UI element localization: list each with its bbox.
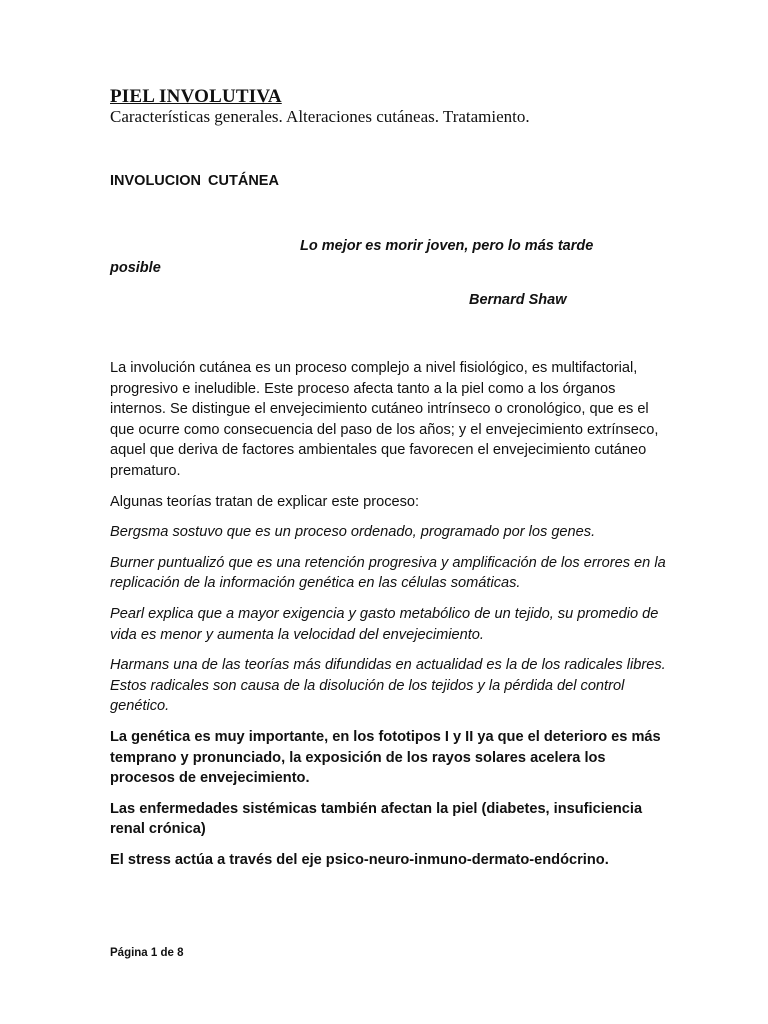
paragraph-systemic-diseases: Las enfermedades sistémicas también afectan la piel (diabetes, insuficiencia renal crónica) — [110, 800, 643, 838]
epigraph-line-1: Lo mejor es morir joven, pero lo más tarde — [300, 238, 594, 254]
epigraph-author: Bernard Shaw — [469, 292, 567, 308]
paragraph-burner: Burner puntualizó que es una retención progresiva y amplificación de los errores en la replicación de la información genética en las células somáticas. — [110, 554, 666, 592]
section-heading: INVOLUCION CUTÁNEA — [110, 173, 279, 189]
document-title: PIEL INVOLUTIVA — [110, 86, 282, 107]
paragraph-genetics: La genética es muy importante, en los fototipos I y II ya que el deterioro es más temprano y pronunciado, la exposición de los rayos solares acelera los procesos de envejecimiento. — [110, 728, 661, 787]
paragraph-harmans: Harmans una de las teorías más difundidas en actualidad es la de los radicales libres. Estos radicales son causa de la disolución de los tejidos y la pérdida del control genético. — [110, 657, 666, 715]
document-subtitle: Características generales. Alteraciones cutáneas. Tratamiento. — [110, 107, 530, 126]
epigraph-line-2: posible — [110, 260, 161, 276]
paragraph-intro: La involución cutánea es un proceso complejo a nivel fisiológico, es multifactorial, progresivo e ineludible. Este proceso afecta tanto a la piel como a los órganos internos. Se distingue el envejecimiento cutáneo intrínseco o cronológico, que es el que ocurre como consecuencia del paso de los años; y el envejecimiento extrínseco, aquel que deriva de factores ambientales que favorecen el envejecimiento cutáneo prematuro. — [110, 360, 659, 479]
paragraph-theories-intro: Algunas teorías tratan de explicar este proceso: — [110, 493, 420, 510]
paragraph-stress: El stress actúa a través del eje psico-neuro-inmuno-dermato-endócrino. — [110, 851, 609, 868]
paragraph-pearl: Pearl explica que a mayor exigencia y gasto metabólico de un tejido, su promedio de vida es menor y aumenta la velocidad del envejecimiento. — [110, 605, 659, 643]
paragraph-bergsma: Bergsma sostuvo que es un proceso ordenado, programado por los genes. — [110, 524, 596, 541]
page-footer: Página 1 de 8 — [110, 947, 184, 959]
body-text — [110, 358, 670, 880]
